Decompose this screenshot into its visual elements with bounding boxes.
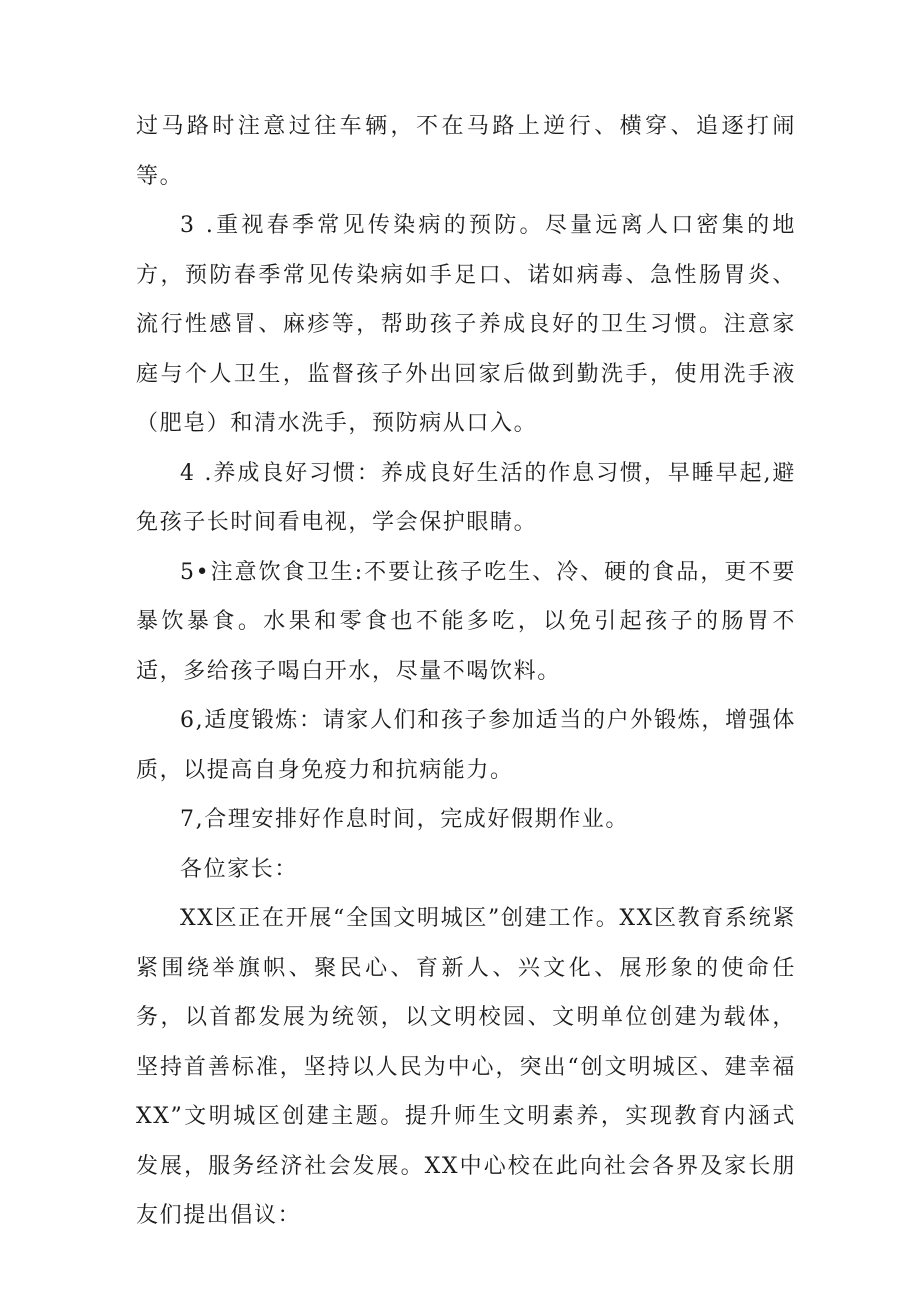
paragraph-item-4-good-habits: 4 .养成良好习惯：养成良好生活的作息习惯，早睡早起,避免孩子长时间看电视，学会保护眼睛。 xyxy=(136,460,796,535)
paragraph-civilized-city-initiative: XX区正在开展“全国文明城区”创建工作。XX区教育系统紧紧围绕举旗帜、聚民心、育新人、兴文化、展形象的使命任务，以首都发展为统领，以文明校园、文明单位创建为载体，坚持首善标准，坚持以人民为中心，突出“创文明城区、建幸福XX”文明城区创建主题。提升师生文明素养，实现教育内涵式发展，服务经济社会发展。XX中心校在此向社会各界及家长朋友们提出倡议： xyxy=(136,906,796,1228)
document-body xyxy=(136,102,796,1241)
paragraph-item-6-exercise: 6,适度锻炼：请家人们和孩子参加适当的户外锻炼，增强体质，以提高自身免疫力和抗病能力。 xyxy=(136,708,796,783)
paragraph-item-3-disease-prevention: 3 .重视春季常见传染病的预防。尽量远离人口密集的地方，预防春季常见传染病如手足口、诺如病毒、急性肠胃炎、流行性感冒、麻疹等，帮助孩子养成良好的卫生习惯。注意家庭与个人卫生，监督孩子外出回家后做到勤洗手，使用洗手液（肥皂）和清水洗手，预防病从口入。 xyxy=(136,213,796,436)
paragraph-item-5-food-hygiene: 5•注意饮食卫生:不要让孩子吃生、冷、硬的食品，更不要暴饮暴食。水果和零食也不能多吃，以免引起孩子的肠胃不适，多给孩子喝白开水，尽量不喝饮料。 xyxy=(136,559,796,684)
paragraph-item-7-schedule: 7,合理安排好作息时间，完成好假期作业。 xyxy=(180,807,629,832)
paragraph-salutation: 各位家长： xyxy=(180,856,299,882)
paragraph-traffic-safety: 过马路时注意过往车辆，不在马路上逆行、横穿、追逐打闹等。 xyxy=(136,114,796,189)
